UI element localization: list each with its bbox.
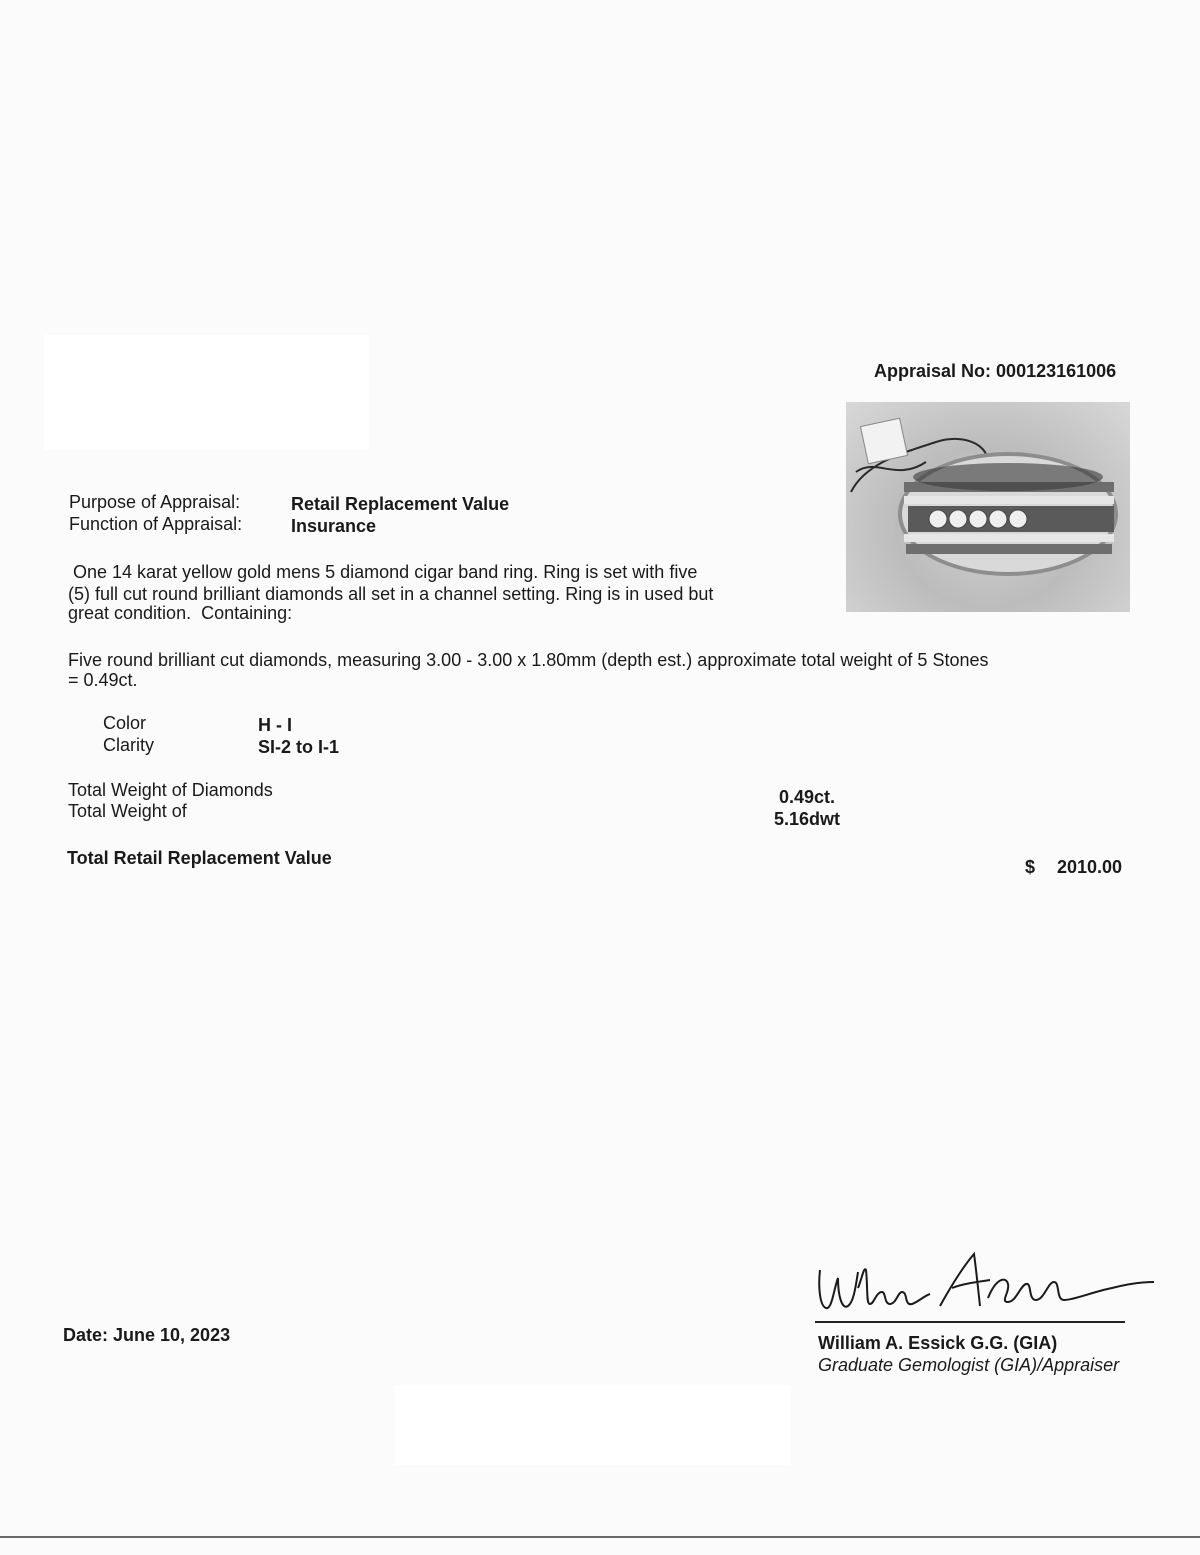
total-value-amount: 2010.00 <box>1057 857 1123 877</box>
total-value-currency: $ <box>1025 857 1036 877</box>
signature <box>812 1248 1162 1320</box>
redacted-block-bottom <box>395 1385 790 1465</box>
ring-photo <box>846 402 1130 612</box>
appraiser-name: William A. Essick G.G. (GIA) <box>818 1333 1058 1353</box>
appraisal-number <box>874 361 1116 382</box>
appraisal-number-label: Appraisal No: <box>874 361 992 381</box>
total-weight-diamonds-value: 0.49ct. <box>779 787 836 807</box>
color-value: H - I <box>258 715 292 735</box>
total-weight-metal-label: Total Weight of <box>68 801 187 821</box>
appraiser-title: Graduate Gemologist (GIA)/Appraiser <box>818 1355 1120 1375</box>
clarity-label: Clarity <box>103 735 155 755</box>
appraisal-date: Date: June 10, 2023 <box>63 1325 231 1345</box>
color-label: Color <box>103 713 147 733</box>
diamonds-line-2: = 0.49ct. <box>68 670 138 690</box>
description-line-3: great condition. Containing: <box>68 603 293 623</box>
function-value: Insurance <box>291 516 377 536</box>
diamonds-line-1: Five round brilliant cut diamonds, measuring 3.00 - 3.00 x 1.80mm (depth est.) approximate total weight of 5 Stones <box>68 650 989 670</box>
total-value-label: Total Retail Replacement Value <box>67 848 332 868</box>
function-label: Function of Appraisal: <box>69 514 243 534</box>
description-line-2: (5) full cut round brilliant diamonds all set in a channel setting. Ring is in used but <box>68 584 714 604</box>
total-weight-diamonds-label: Total Weight of Diamonds <box>68 780 273 800</box>
ring-icon <box>846 402 1130 612</box>
purpose-value: Retail Replacement Value <box>291 494 510 514</box>
appraisal-number-value: 000123161006 <box>996 361 1117 381</box>
purpose-label: Purpose of Appraisal: <box>69 492 241 512</box>
signature-line <box>815 1321 1125 1323</box>
page-footer-line <box>0 1536 1200 1538</box>
redacted-block-top <box>44 335 369 450</box>
clarity-value: SI-2 to I-1 <box>258 737 340 757</box>
description-line-1: One 14 karat yellow gold mens 5 diamond cigar band ring. Ring is set with five <box>68 562 698 582</box>
total-weight-metal-value: 5.16dwt <box>774 809 841 829</box>
